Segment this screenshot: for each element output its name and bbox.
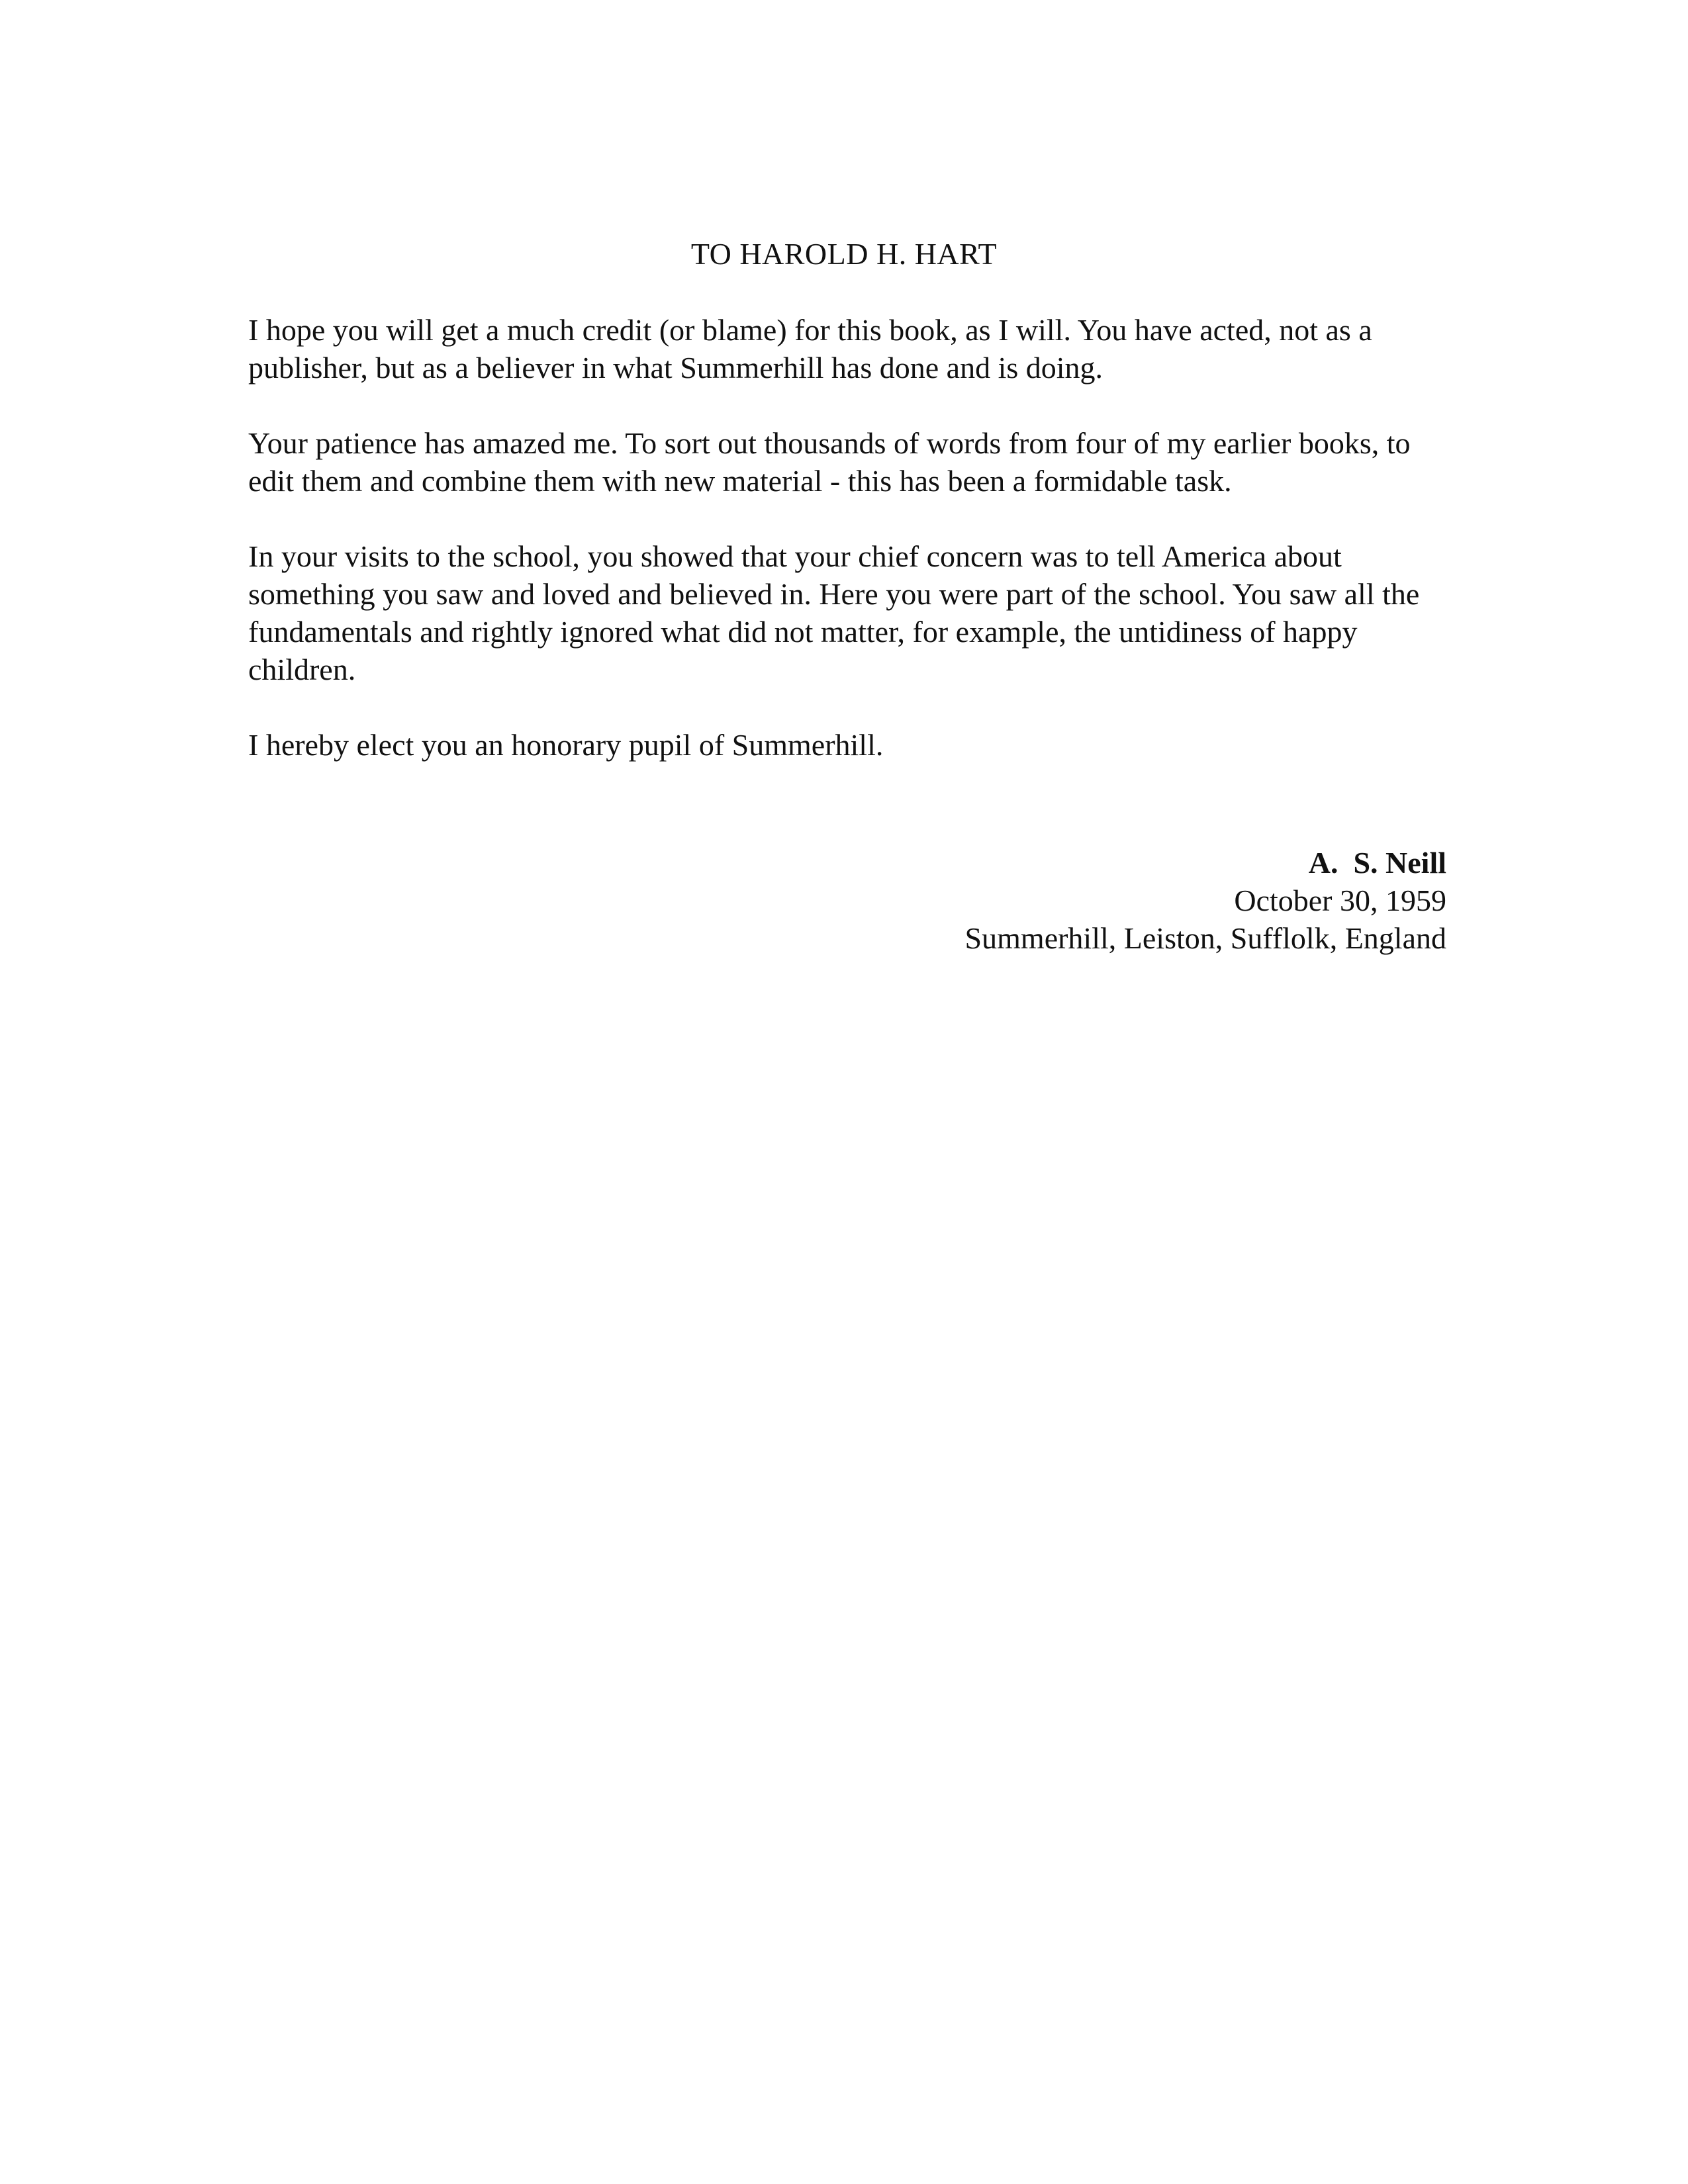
signature-place: Summerhill, Leiston, Sufflolk, England [964,921,1446,955]
signature-name: A. S. Neill [1308,846,1446,880]
paragraph-2: Your patience has amazed me. To sort out thousands of words from four of my earlier books, to edit them and combine them with new material - this has been a formidable task. [248,426,1411,498]
signature-block [965,844,1446,957]
dedication-title: TO HAROLD H. HART [690,237,998,271]
paragraph-1: I hope you will get a much credit (or blame) for this book, as I will. You have acted, not as a publisher, but as a believer in what Summerhill has done and is doing. [248,313,1372,385]
dedication-body [248,311,1446,801]
paragraph-4: I hereby elect you an honorary pupil of Summerhill. [248,728,884,762]
signature-date: October 30, 1959 [1234,884,1446,917]
paragraph-3: In your visits to the school, you showed that your chief concern was to tell America about something you saw and loved and believed in. Here you were part of the school. You saw all the fundamentals and rightly ignored what did not matter, for example, the untidiness of happy children. [248,539,1420,686]
